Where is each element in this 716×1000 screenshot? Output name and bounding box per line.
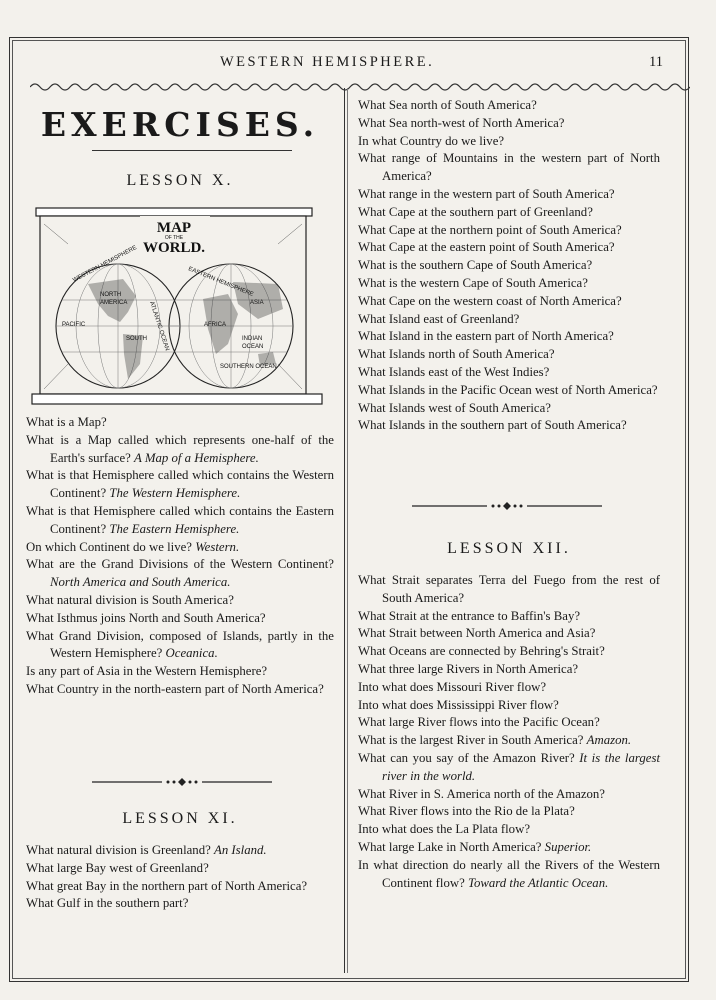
question-text: What is a Map called which represents one-half of the Earth's surface? — [26, 432, 334, 465]
question-text: What Cape on the western coast of North America? — [358, 293, 622, 308]
lesson-xi-questions — [26, 842, 334, 913]
question-text: In what Country do we live? — [358, 133, 505, 148]
question-item — [26, 592, 334, 610]
question-text: What Country in the north-eastern part of North America? — [26, 681, 324, 696]
title-rule — [92, 150, 292, 151]
question-item — [358, 697, 660, 715]
answer-text: Toward the Atlantic Ocean. — [468, 875, 609, 890]
map-label-south: SOUTH — [126, 336, 147, 342]
map-title-map: MAP — [156, 220, 192, 236]
ornament-divider-right — [412, 501, 602, 511]
question-text: What Islands in the southern part of South America? — [358, 418, 627, 433]
question-text: What Grand Division, composed of Islands, partly in the Western Hemisphere? — [26, 628, 334, 661]
lesson-xi-continued-questions — [358, 97, 660, 435]
map-title-world: WORLD. — [142, 240, 206, 256]
lesson-xii-questions — [358, 572, 660, 892]
question-item — [26, 610, 334, 628]
question-text: What Strait between North America and Asia? — [358, 626, 596, 641]
question-text: What large Bay west of Greenland? — [26, 860, 209, 875]
question-text: What Cape at the eastern point of South America? — [358, 240, 615, 255]
question-text: What is the southern Cape of South America? — [358, 258, 593, 273]
column-divider-inner — [347, 88, 348, 973]
map-label-pacific: PACIFIC — [62, 322, 86, 328]
question-text: What Cape at the southern part of Greenland? — [358, 204, 593, 219]
question-item — [26, 842, 334, 860]
answer-text: The Eastern Hemisphere. — [109, 521, 240, 536]
question-item — [358, 732, 660, 750]
question-text: What River flows into the Rio de la Plata? — [358, 804, 575, 819]
question-item — [358, 679, 660, 697]
map-label-africa: AFRICA — [204, 322, 227, 328]
question-item — [358, 714, 660, 732]
question-item — [26, 860, 334, 878]
question-item — [26, 628, 334, 664]
question-text: What Island east of Greenland? — [358, 311, 520, 326]
question-item — [358, 239, 660, 257]
lesson-x-heading: LESSON X. — [126, 172, 234, 189]
question-text: Into what does Missouri River flow? — [358, 679, 547, 694]
question-text: What large River flows into the Pacific Ocean? — [358, 715, 600, 730]
question-text: What is a Map? — [26, 415, 107, 429]
question-item — [358, 364, 660, 382]
question-item — [358, 857, 660, 893]
question-text: What Gulf in the southern part? — [26, 896, 189, 911]
answer-text: Superior. — [544, 839, 592, 854]
question-text: What Sea north-west of North America? — [358, 115, 565, 130]
question-item — [358, 328, 660, 346]
question-text: What Islands north of South America? — [358, 347, 555, 362]
question-item — [358, 97, 660, 115]
map-label-america: AMERICA — [100, 300, 128, 306]
question-item — [358, 346, 660, 364]
answer-text: It is the largest river in the world. — [382, 750, 661, 783]
question-item — [26, 414, 334, 432]
running-head: WESTERN HEMISPHERE. — [220, 54, 435, 70]
lesson-xi-heading: LESSON XI. — [122, 810, 238, 827]
question-item — [358, 608, 660, 626]
question-text: What Strait separates Terra del Fuego from the rest of South America? — [358, 573, 660, 605]
answer-text: The Western Hemisphere. — [109, 486, 241, 501]
map-title-ofthe: OF THE — [164, 235, 184, 241]
map-label-eastern: EASTERN HEMISPHERE — [187, 266, 255, 298]
question-text: What is that Hemisphere called which contains the Eastern Continent? — [26, 503, 334, 536]
question-item — [26, 539, 334, 557]
question-item — [358, 643, 660, 661]
question-text: What Isthmus joins North and South America? — [26, 610, 266, 625]
question-item — [358, 839, 660, 857]
question-item — [358, 750, 660, 786]
question-text: What is the western Cape of South America? — [358, 275, 588, 290]
question-item — [26, 663, 334, 681]
map-label-north: NORTH — [100, 292, 122, 298]
question-item — [358, 150, 660, 186]
question-text: What great Bay in the northern part of North America? — [26, 878, 308, 893]
question-text: What Sea north of South America? — [358, 98, 537, 112]
page-header — [0, 54, 716, 74]
question-text: What Islands in the Pacific Ocean west of North America? — [358, 382, 658, 397]
map-label-southern: SOUTHERN OCEAN — [220, 364, 277, 370]
question-item — [358, 115, 660, 133]
question-item — [358, 803, 660, 821]
question-text: What natural division is South America? — [26, 592, 234, 607]
question-item — [26, 895, 334, 913]
column-divider — [344, 88, 345, 973]
question-text: What Oceans are connected by Behring's Strait? — [358, 644, 605, 659]
question-text: What is that Hemisphere called which contains the Western Continent? — [26, 468, 334, 501]
question-text: What natural division is Greenland? — [26, 843, 211, 857]
question-text: What range of Mountains in the western part of North America? — [358, 151, 660, 184]
map-label-indian: INDIAN — [242, 336, 263, 342]
answer-text: North America and South America. — [50, 575, 231, 590]
question-text: What Island in the eastern part of North America? — [358, 329, 614, 344]
question-item — [358, 133, 660, 151]
question-text: What can you say of the Amazon River? — [358, 750, 575, 765]
map-label-asia: ASIA — [250, 300, 264, 306]
question-text: What Islands west of South America? — [358, 400, 551, 415]
question-item — [26, 503, 334, 539]
map-label-western: WESTERN HEMISPHERE — [72, 244, 138, 284]
question-item — [358, 257, 660, 275]
question-item — [358, 186, 660, 204]
question-text: What Islands east of the West Indies? — [358, 364, 550, 379]
question-item — [26, 681, 334, 699]
question-item — [358, 572, 660, 608]
question-item — [358, 293, 660, 311]
question-item — [358, 821, 660, 839]
question-text: What Strait at the entrance to Baffin's Bay? — [358, 608, 581, 623]
question-item — [26, 556, 334, 592]
question-text: What Cape at the northern point of South America? — [358, 222, 622, 237]
map-label-atlantic: ATLANTIC OCEAN — [148, 300, 170, 352]
question-item — [26, 432, 334, 468]
question-item — [358, 204, 660, 222]
question-item — [358, 222, 660, 240]
question-item — [358, 382, 660, 400]
page-title: EXERCISES. — [40, 105, 320, 144]
question-text: What River in S. America north of the Amazon? — [358, 786, 605, 801]
map-label-ocean: OCEAN — [242, 344, 264, 350]
question-text: What are the Grand Divisions of the Western Continent? — [26, 557, 334, 572]
answer-text: Oceanica. — [165, 646, 218, 661]
question-item — [358, 786, 660, 804]
question-item — [358, 275, 660, 293]
ornament-divider-left — [92, 777, 272, 787]
question-item — [358, 417, 660, 435]
question-item — [358, 400, 660, 418]
question-item — [358, 625, 660, 643]
world-map-illustration — [28, 204, 328, 410]
page-number: 11 — [649, 54, 663, 70]
question-item — [26, 878, 334, 896]
question-text: What three large Rivers in North America? — [358, 661, 579, 676]
question-item — [358, 311, 660, 329]
wavy-rule — [30, 81, 690, 93]
question-text: What large Lake in North America? — [358, 839, 542, 854]
answer-text: A Map of a Hemisphere. — [134, 450, 259, 465]
question-text: What range in the western part of South America? — [358, 186, 615, 201]
lesson-xii-heading: LESSON XII. — [447, 540, 571, 557]
question-text: What is the largest River in South America? — [358, 733, 584, 748]
answer-text: Amazon. — [586, 733, 632, 748]
question-text: In what direction do nearly all the Rivers of the Western Continent flow? — [358, 857, 660, 890]
answer-text: Western. — [195, 539, 240, 554]
question-text: On which Continent do we live? — [26, 539, 192, 554]
question-text: Into what does Mississippi River flow? — [358, 697, 559, 712]
answer-text: An Island. — [214, 843, 267, 857]
question-item — [358, 661, 660, 679]
question-text: Into what does the La Plata flow? — [358, 822, 530, 837]
lesson-x-questions — [26, 414, 334, 699]
question-item — [26, 467, 334, 503]
question-text: Is any part of Asia in the Western Hemisphere? — [26, 664, 268, 679]
